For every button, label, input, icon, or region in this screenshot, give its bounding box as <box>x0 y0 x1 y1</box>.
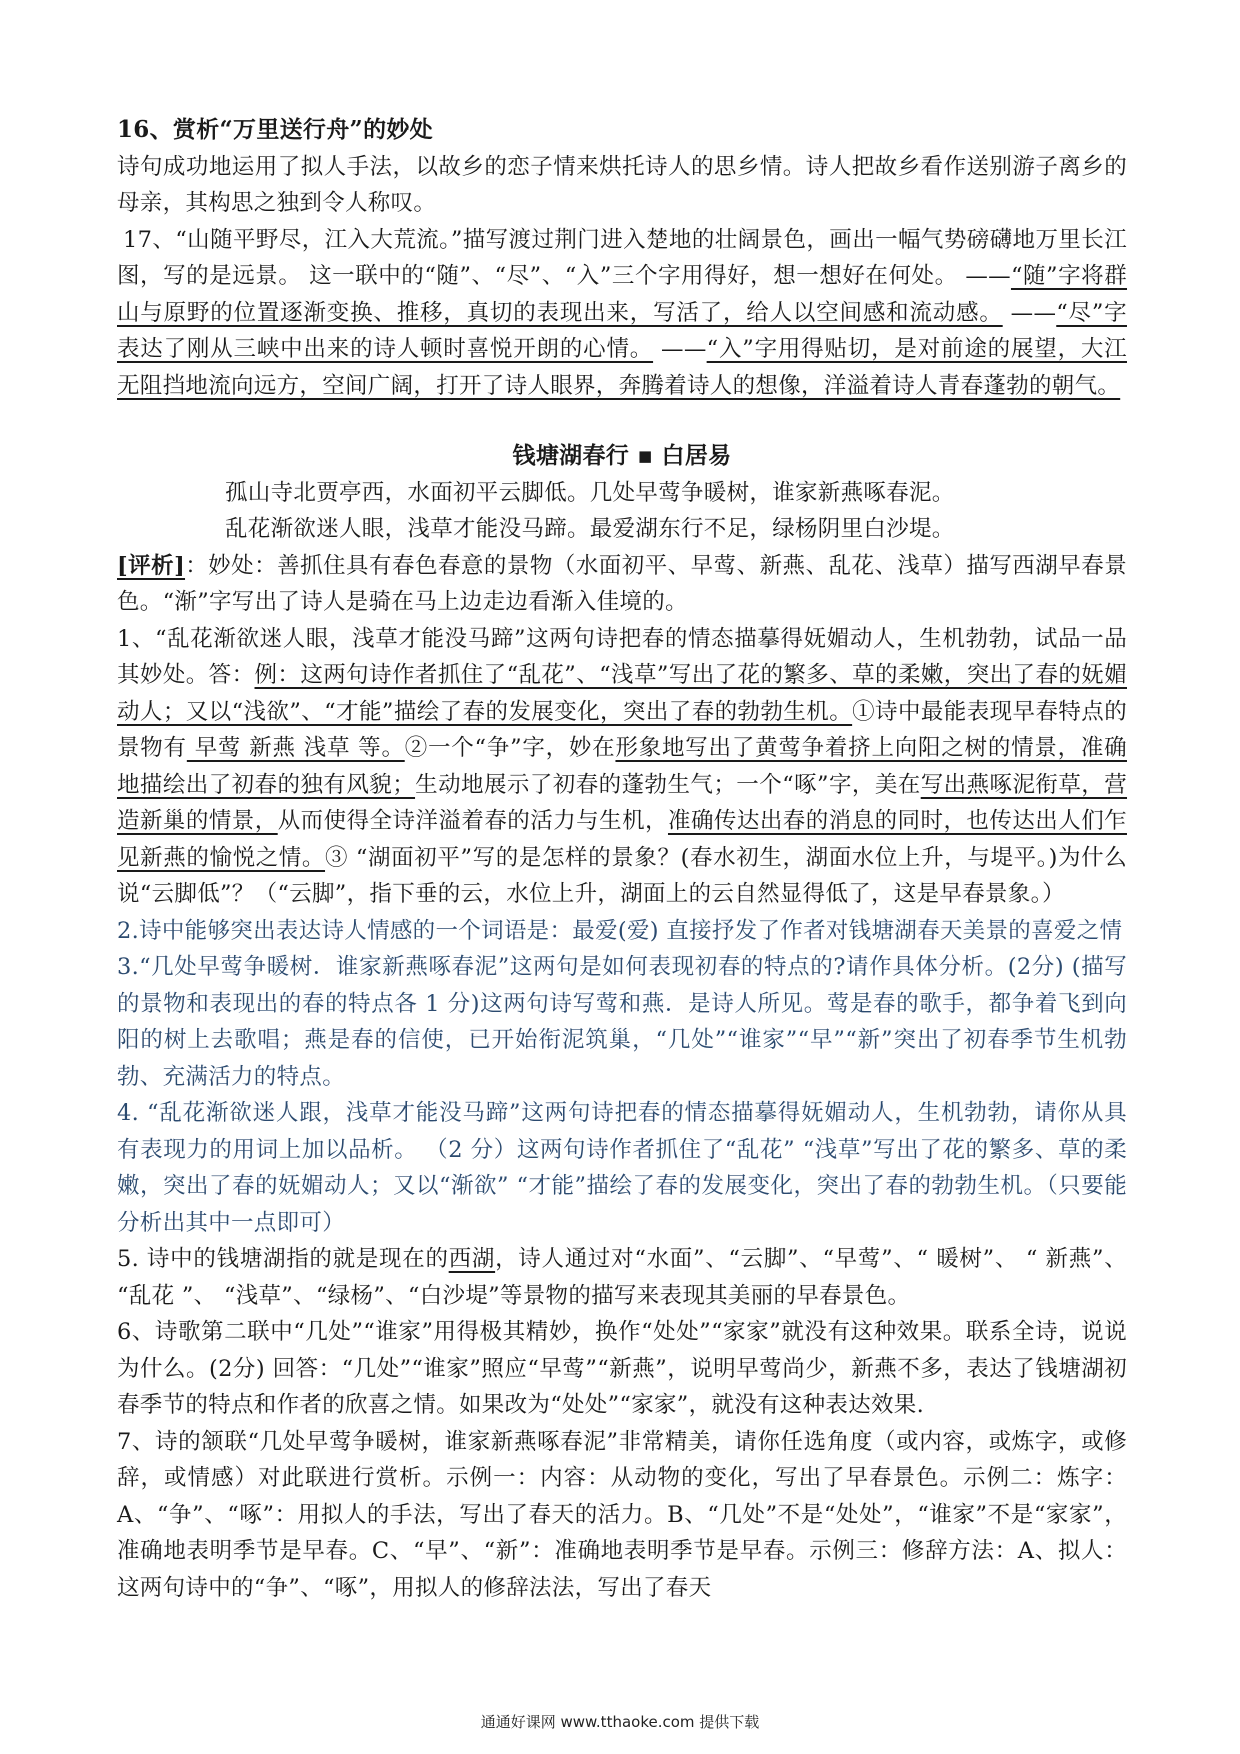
commentary-paragraph <box>117 548 1127 621</box>
q17-answer-3: “入”字用得贴切，是对前途的展望，大江无阻挡地流向远方，空间广阔，打开了诗人眼界，奔腾着诗人的想像，洋溢着诗人青春蓬勃的朝气。 <box>117 336 1127 399</box>
question-4: 4. “乱花渐欲迷人跟，浅草才能没马蹄”这两句诗把春的情态描摹得妩媚动人，生机勃勃，请你从具有表现力的用词上加以品析。 （2 分）这两句诗作者抓住了“乱花” “浅草”写出了花的繁多、草的柔嫩，突出了春的妩媚动人；又以“渐欲” “才能”描绘了春的发展变化，突出了春的勃勃生机。（只要能分析出其中一点即可） <box>117 1100 1127 1236</box>
q17-answer-1: “随”字将群山与原野的位置逐渐变换、推移，真切的表现出来，写活了，给人以空间感和流动感。 <box>117 263 1128 326</box>
q1-sub1-answer: 早莺 新燕 浅草 等。 <box>186 735 405 761</box>
poem-line-2: 乱花渐欲迷人眼，浅草才能没马蹄。最爱湖东行不足，绿杨阴里白沙堤。 <box>225 516 955 542</box>
q1-answer-example: 例：这两句诗作者抓住了“乱花”、“浅草”写出了花的繁多、草的柔嫩，突出了春的妩媚动人；又以“浅欲”、“才能”描绘了春的发展变化，突出了春的勃勃生机。 <box>117 662 1127 725</box>
q1-sub2-answer-c: 准确传达出春的消息的同时，也传达出人们乍见新燕的愉悦之情。 <box>117 808 1127 871</box>
poem-title: 钱塘湖春行 ▪ 白居易 <box>512 442 732 469</box>
q1-sub2-answer-b: 写出燕啄泥衔草，营造新巢的情景， <box>117 771 1128 834</box>
q16-answer: 诗句成功地运用了拟人手法，以故乡的恋子情来烘托诗人的思乡情。诗人把故乡看作送别游子离乡的母亲，其构思之独到令人称叹。 <box>117 153 1127 216</box>
section-gap <box>117 404 1127 438</box>
q1-sub3: ③ “湖面初平”写的是怎样的景象？(春水初生，湖面水位上升，与堤平。)为什么说“云脚低”？（“云脚”，指下垂的云，水位上升，湖面上的云自然显得低了，这是早春景象。） <box>117 844 1127 907</box>
document-body <box>117 112 1127 1606</box>
commentary-label: [评析] <box>117 552 186 579</box>
question-2: 2.诗中能够突出表达诗人情感的一个词语是：最爱(爱) 直接抒发了作者对钱塘湖春天美景的喜爱之情 <box>117 917 1123 944</box>
question-3: 3.“几处早莺争暖树．谁家新燕啄春泥”这两句是如何表现初春的特点的?请作具体分析。(2分) (描写的景物和表现出的春的特点各 1 分)这两句诗写莺和燕．是诗人所见。莺是春的歌手，都争着飞到向阳的树上去歌唱；燕是春的信使，已开始衔泥筑巢，“几处”“谁家”“早”“新”突出了初春季节生机勃勃、充满活力的特点。 <box>117 954 1127 1090</box>
q17-dash-2: —— <box>1002 299 1057 326</box>
q17-paragraph <box>117 222 1127 405</box>
q5-text-a: 5. 诗中的钱塘湖指的就是现在的 <box>117 1246 449 1272</box>
q17-answer-2: “尽”字表达了刚从三峡中出来的诗人顿时喜悦开朗的心情。 <box>117 299 1127 362</box>
q17-intro: 17、“山随平野尽，江入大荒流。”描写渡过荆门进入楚地的壮阔景色，画出一幅气势磅礴地万里长江图，写的是远景。 这一联中的“随”、“尽”、“入”三个字用得好，想一想好在何处。 <box>117 226 1127 289</box>
poem-line-1: 孤山寺北贾亭西，水面初平云脚低。几处早莺争暖树，谁家新燕啄春泥。 <box>225 479 955 506</box>
q1-sub2-text-b: 从而使得全诗洋溢着春的活力与生机， <box>277 808 668 834</box>
q17-dash-1: —— <box>957 263 1011 289</box>
q1-prompt: 1、“乱花渐欲迷人眼，浅草才能没马蹄”这两句诗把春的情态描摹得妩媚动人，生机勃勃，试品一品其妙处。答： <box>117 625 1127 688</box>
q5-text-b: ，诗人通过对“水面”、“云脚”、“早莺”、“ 暖树”、 “ 新燕”、 “乱花 ”、 “浅草”、“绿杨”、“白沙堤”等景物的描写来表现其美丽的早春景色。 <box>117 1246 1127 1309</box>
q5-answer: 西湖 <box>448 1246 496 1272</box>
q17-dash-3: —— <box>653 336 707 362</box>
commentary-text: ：妙处：善抓住具有春色春意的景物（水面初平、早莺、新燕、乱花、浅草）描写西湖早春景色。“渐”字写出了诗人是骑在马上边走边看渐入佳境的。 <box>117 552 1127 615</box>
q1-sub2-answer: 形象地写出了黄莺争着挤上向阳之树的情景，准确地描绘出了初春的独有风貌； <box>117 735 1127 798</box>
q16-title: 16、赏析“万里送行舟”的妙处 <box>117 116 433 143</box>
question-6: 6、诗歌第二联中“几处”“谁家”用得极其精妙，换作“处处”“家家”就没有这种效果。联系全诗，说说为什么。(2分) 回答：“几处”“谁家”照应“早莺”“新燕”，说明早莺尚少，新燕不多，表达了钱塘湖初春季节的特点和作者的欣喜之情。如果改为“处处”“家家”，就没有这种表达效果. <box>117 1319 1127 1418</box>
question-1 <box>117 621 1127 913</box>
question-5 <box>117 1241 1127 1314</box>
q1-sub2-text: 生动地展示了初春的蓬勃生气；一个“啄”字，美在 <box>415 771 921 798</box>
q1-sub1-prompt: ①诗中最能表现早春特点的景物有 <box>117 698 1127 761</box>
page-footer: 通通好课网 www.tthaoke.com 提供下载 <box>480 1713 760 1731</box>
question-7: 7、诗的颔联“几处早莺争暖树，谁家新燕啄春泥”非常精美，请你任选角度（或内容，或炼字，或修辞，或情感）对此联进行赏析。示例一：内容：从动物的变化，写出了早春景色。示例二：炼字：A、“争”、“啄”：用拟人的手法，写出了春天的活力。B、“几处”不是“处处”，“谁家”不是“家家”，准确地表明季节是早春。C、“早”、“新”：准确地表明季节是早春。示例三：修辞方法：A、拟人：这两句诗中的“争”、“啄”，用拟人的修辞法法，写出了春天 <box>117 1428 1127 1601</box>
q1-sub2-prompt: ②一个“争”字，妙在 <box>404 735 616 761</box>
